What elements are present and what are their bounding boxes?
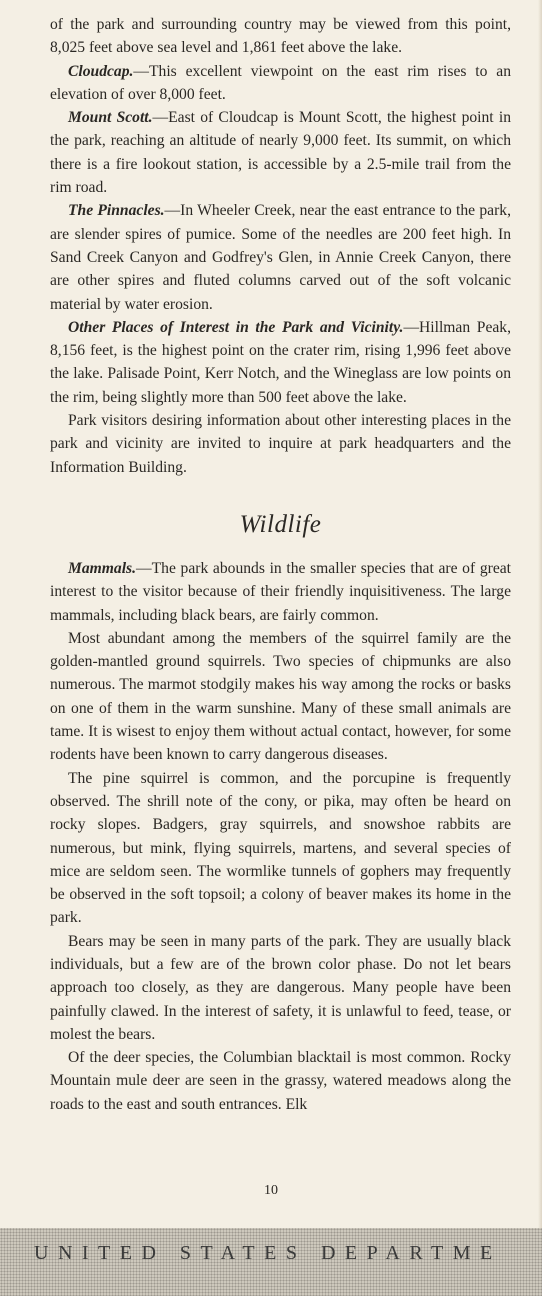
paragraph: [50, 199, 511, 315]
paragraph-lead: The Pinnacles.: [68, 202, 165, 220]
paragraph-text: —This excellent viewpoint on the east rim rises to an elevation of over 8,000 feet.: [50, 62, 511, 103]
page-number: 10: [264, 1183, 278, 1198]
paragraph-text: The pine squirrel is common, and the porcupine is frequently observed. The shrill note of the cony, or pika, may often be heard on rocky slopes. Badgers, gray squirrels, and snowshoe rabbits are numerous, but mink, flying squirrels, martens, and several species of mice are seldom seen. The wormlike tunnels of gophers may frequently be observed in the soft topsoil; a colony of beaver makes its home in the park.: [50, 769, 511, 927]
paragraph: [50, 767, 511, 930]
paragraph: [50, 13, 511, 60]
paragraph: [50, 106, 511, 199]
paragraph-lead: Mammals.: [68, 559, 137, 577]
paragraph-text: Bears may be seen in many parts of the park. They are usually black individuals, but a few are of the brown color phase. Do not let bears approach too closely, as they are dangerous. Many people have been painfully clawed. In the interest of safety, it is unlawful to feed, tease, or molest the bears.: [50, 932, 511, 1043]
paragraph-text: —In Wheeler Creek, near the east entrance to the park, are slender spires of pumice. Some of the needles are 200 feet high. In Sand Creek Canyon and Godfrey's Glen, in Annie Creek Canyon, there are other spires and fluted columns carved out of the soft volcanic material by water erosion.: [50, 202, 511, 313]
section-places: [50, 13, 511, 479]
section-heading: Wildlife: [239, 510, 322, 538]
body-text: [50, 13, 511, 1116]
paragraph: [50, 316, 511, 409]
paragraph-text: Most abundant among the members of the squirrel family are the golden-mantled ground squirrels. Two species of chipmunks are also numerous. The marmot stodgily makes his way among the rocks or basks on one of them in the warm sunshine. Many of these small animals are tame. It is wisest to enjoy them without actual contact, however, for some rodents have been known to carry dangerous diseases.: [50, 629, 511, 764]
paragraph-text: —East of Cloudcap is Mount Scott, the highest point in the park, reaching an altitude of nearly 9,000 feet. Its summit, on which there is a fire lookout station, is accessible by a 2.5-mile trail from the rim road.: [50, 109, 511, 197]
paragraph: [50, 409, 511, 479]
footer-text: UNITED STATES DEPARTME: [34, 1242, 502, 1264]
paragraph-lead: Other Places of Interest in the Park and Vicinity.: [68, 318, 404, 336]
paragraph-text: Park visitors desiring information about other interesting places in the park and vicinity are invited to inquire at park headquarters and the Information Building.: [50, 412, 511, 476]
paragraph: [50, 930, 511, 1046]
paragraph: [50, 627, 511, 767]
paragraph-text: —The park abounds in the smaller species that are of great interest to the visitor because of their friendly inquisitiveness. The large mammals, including black bears, are fairly common.: [50, 559, 511, 624]
paragraph-lead: Cloudcap.: [68, 62, 134, 80]
paragraph-text: —Hillman Peak, 8,156 feet, is the highest point on the crater rim, rising 1,996 feet above the lake. Palisade Point, Kerr Notch, and the Wineglass are low points on the rim, being slightly more than 500 feet above the lake.: [50, 318, 511, 406]
paragraph: [50, 557, 511, 627]
footer-band: [0, 1228, 542, 1296]
paragraph-text: Of the deer species, the Columbian blacktail is most common. Rocky Mountain mule deer are seen in the grassy, watered meadows along the roads to the east and south entrances. Elk: [50, 1049, 511, 1113]
paragraph-text: of the park and surrounding country may be viewed from this point, 8,025 feet above sea level and 1,861 feet above the lake.: [50, 16, 511, 57]
paragraph-lead: Mount Scott.: [68, 109, 153, 127]
paragraph: [50, 1046, 511, 1116]
paragraph: [50, 60, 511, 107]
page-edge-shadow: [538, 0, 542, 1228]
section-wildlife: [50, 557, 511, 1116]
